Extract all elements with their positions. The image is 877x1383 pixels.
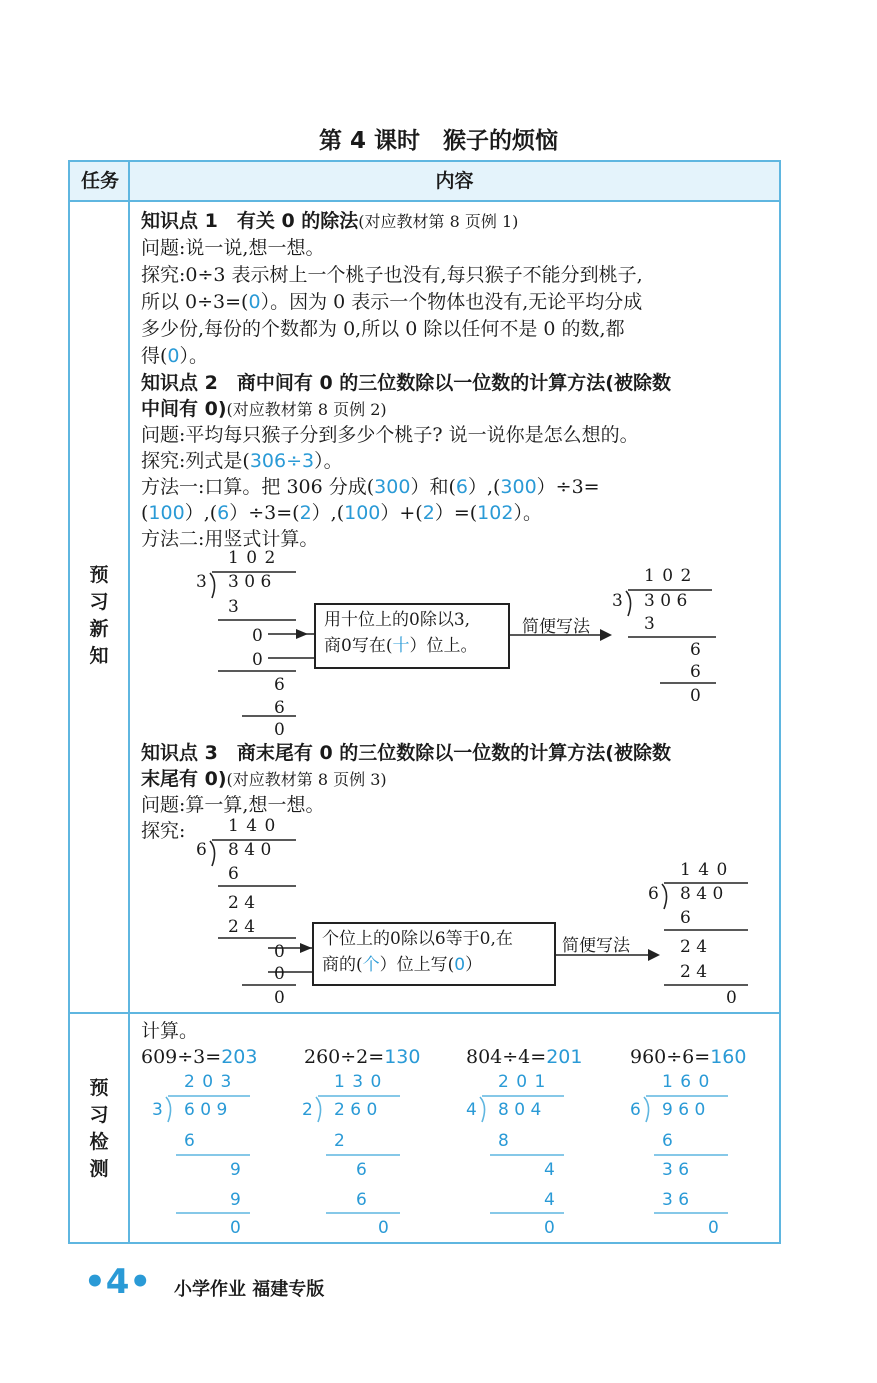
k3-short-step: 6: [680, 908, 691, 928]
practice-quotient: 2 0 1: [498, 1072, 547, 1092]
k3-hint-box: 个位上的0除以6等于0,在 商的(个）位上写(0）: [312, 922, 556, 986]
k2-long-step: 0: [252, 626, 263, 646]
practice-step: 4: [544, 1190, 555, 1210]
k3-long-step: 2 4: [228, 917, 256, 937]
k3-question: 问题:算一算,想一想。: [141, 794, 325, 816]
k3-long-step: 0: [274, 964, 285, 984]
k1-question: 问题:说一说,想一想。: [141, 237, 325, 259]
k2-long-step: 0: [252, 650, 263, 670]
k2-short-step: 6: [690, 640, 701, 660]
practice-step: 9: [230, 1160, 241, 1180]
page-title: 第 4 课时 猴子的烦恼: [318, 128, 559, 154]
practice-step: 2: [334, 1131, 345, 1151]
k2-long-step: 3: [228, 597, 239, 617]
k2-question: 问题:平均每只猴子分到多少个桃子? 说一说你是怎么想的。: [141, 424, 639, 446]
k2-short-step: 0: [690, 686, 701, 706]
practice-step: 6: [184, 1131, 195, 1151]
header-task: 任务: [80, 170, 119, 192]
k2-long-divisor: 3: [196, 572, 207, 592]
k2-method1-line1: 方法一:口算。把 306 分成(300）和(6）,(300）÷3=: [141, 476, 600, 498]
practice-step: 6: [662, 1131, 673, 1151]
k2-method1-line2: (100）,(6）÷3=(2）,(100）+(2）=(102）。: [141, 502, 542, 524]
k2-heading-1: 知识点 2 商中间有 0 的三位数除以一位数的计算方法(被除数: [141, 372, 671, 394]
practice-divisor: 4: [466, 1100, 477, 1120]
practice-expr: 609÷3=203: [141, 1046, 258, 1068]
practice-expr: 960÷6=160: [630, 1046, 747, 1068]
practice-quotient: 2 0 3: [184, 1072, 233, 1092]
header-content: 内容: [435, 170, 474, 192]
practice-step: 3 6: [662, 1160, 690, 1180]
k1-explore-1: 探究:0÷3 表示树上一个桃子也没有,每只猴子不能分到桃子,: [141, 264, 643, 286]
k2-long-step: 6: [274, 698, 285, 718]
k2-method2: 方法二:用竖式计算。: [141, 528, 319, 550]
k3-short-step: 2 4: [680, 937, 708, 957]
practice-step: 9: [230, 1190, 241, 1210]
practice-step: 8: [498, 1131, 509, 1151]
practice-label: 计算。: [141, 1020, 199, 1042]
k1-explore-2: 所以 0÷3=(0）。因为 0 表示一个物体也没有,无论平均分成: [141, 291, 643, 313]
k2-explore: 探究:列式是(306÷3）。: [141, 450, 343, 472]
practice-dividend: 2 6 0: [334, 1100, 378, 1120]
practice-dividend: 8 0 4: [498, 1100, 542, 1120]
k2-arrow-label: 简便写法: [522, 617, 590, 637]
k3-long-step: 0: [274, 988, 285, 1008]
k2-long-quotient: 1 0 2: [228, 548, 277, 568]
practice-step: 6: [356, 1160, 367, 1180]
k2-long-dividend: 3 0 6: [228, 572, 272, 592]
k2-long-step: 6: [274, 675, 285, 695]
book-name: 小学作业 福建专版: [174, 1279, 325, 1300]
k2-short-divisor: 3: [612, 591, 623, 611]
k3-short-dividend: 8 4 0: [680, 884, 724, 904]
k1-explore-4: 得(0）。: [141, 345, 209, 367]
practice-step: 3 6: [662, 1190, 690, 1210]
k3-long-divisor: 6: [196, 840, 207, 860]
practice-quotient: 1 6 0: [662, 1072, 711, 1092]
k3-arrow-label: 简便写法: [562, 936, 630, 956]
practice-step: 0: [230, 1218, 241, 1238]
k2-short-step: 6: [690, 662, 701, 682]
k2-short-quotient: 1 0 2: [644, 566, 693, 586]
k2-long-step: 0: [274, 720, 285, 740]
practice-expr: 260÷2=130: [304, 1046, 421, 1068]
k3-long-step: 6: [228, 864, 239, 884]
row-label-preview-new: 预 习 新 知: [89, 564, 109, 667]
k2-hint-box: 用十位上的0除以3, 商0写在(十）位上。: [314, 603, 510, 669]
practice-step: 0: [544, 1218, 555, 1238]
page-number: •4•: [84, 1262, 152, 1302]
k3-long-step: 2 4: [228, 893, 256, 913]
k2-short-step: 3: [644, 614, 655, 634]
practice-divisor: 2: [302, 1100, 313, 1120]
practice-step: 6: [356, 1190, 367, 1210]
k3-explore: 探究:: [141, 820, 186, 842]
practice-step: 4: [544, 1160, 555, 1180]
practice-divisor: 6: [630, 1100, 641, 1120]
practice-quotient: 1 3 0: [334, 1072, 383, 1092]
row-label-preview-check: 预 习 检 测: [89, 1077, 109, 1180]
k2-heading-2: 中间有 0)(对应教材第 8 页例 2): [141, 398, 387, 420]
k3-heading-2: 末尾有 0)(对应教材第 8 页例 3): [141, 768, 387, 790]
k3-short-quotient: 1 4 0: [680, 860, 729, 880]
k2-short-dividend: 3 0 6: [644, 591, 688, 611]
practice-dividend: 6 0 9: [184, 1100, 228, 1120]
practice-expr: 804÷4=201: [466, 1046, 583, 1068]
practice-divisor: 3: [152, 1100, 163, 1120]
k1-explore-3: 多少份,每份的个数都为 0,所以 0 除以任何不是 0 的数,都: [141, 318, 625, 340]
k3-short-step: 2 4: [680, 962, 708, 982]
k3-long-step: 0: [274, 942, 285, 962]
k3-long-dividend: 8 4 0: [228, 840, 272, 860]
k1-heading: 知识点 1 有关 0 的除法(对应教材第 8 页例 1): [141, 210, 519, 232]
k3-short-divisor: 6: [648, 884, 659, 904]
k3-heading-1: 知识点 3 商末尾有 0 的三位数除以一位数的计算方法(被除数: [141, 742, 671, 764]
k3-long-quotient: 1 4 0: [228, 816, 277, 836]
practice-step: 0: [378, 1218, 389, 1238]
practice-step: 0: [708, 1218, 719, 1238]
practice-dividend: 9 6 0: [662, 1100, 706, 1120]
k3-short-step: 0: [726, 988, 737, 1008]
